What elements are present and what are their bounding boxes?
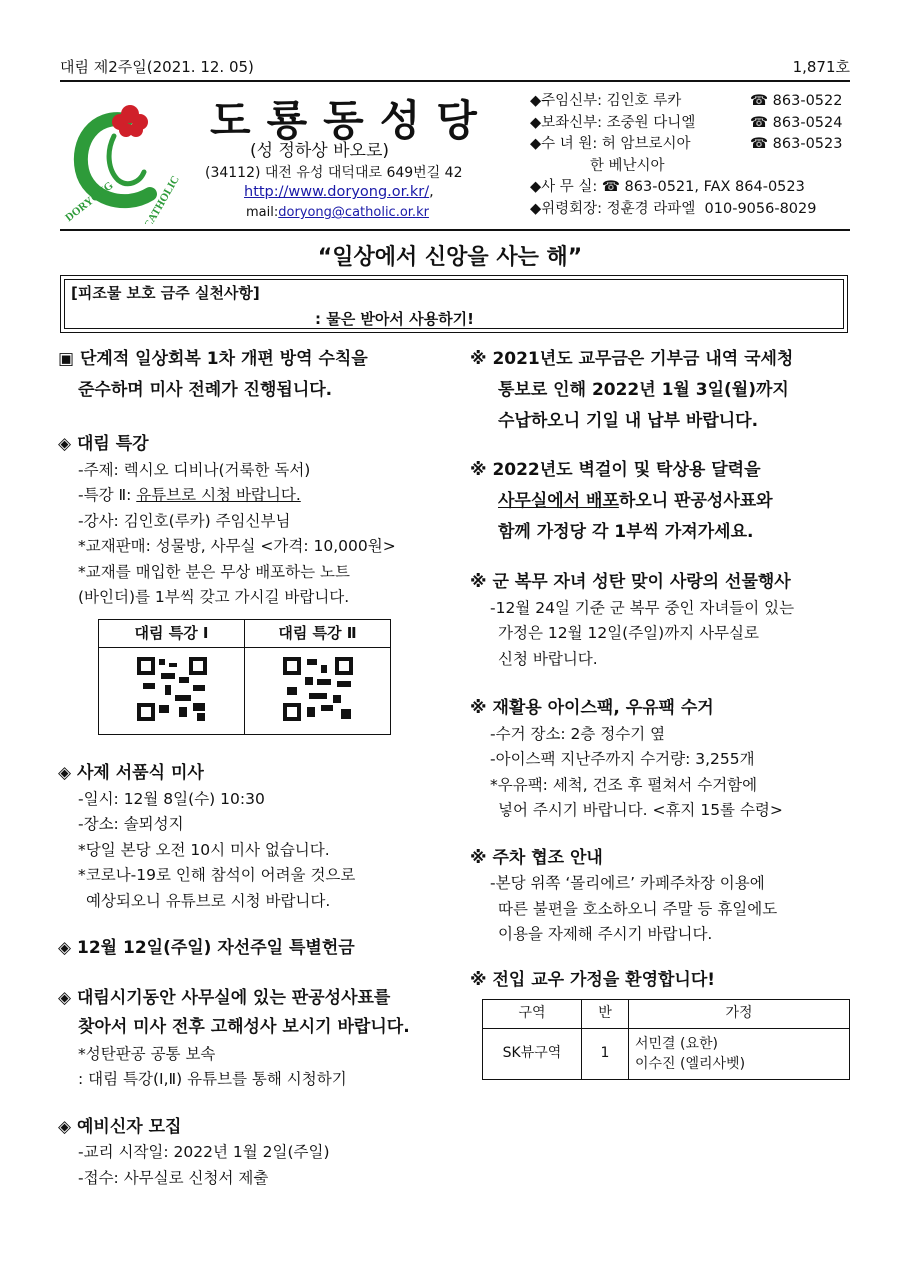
- text-line: -접수: 사무실로 신청서 제출: [78, 1168, 269, 1187]
- church-logo: [54, 92, 184, 224]
- website-line: [244, 184, 434, 200]
- ban-cell: 1: [582, 1028, 629, 1079]
- church-name: 도룡동성당: [210, 96, 493, 145]
- text-line: : 대림 특강(Ⅰ,Ⅱ) 유튜브를 통해 시청하기: [78, 1070, 347, 1088]
- section-welcome: ※ 전입 교우 가정을 환영합니다!: [470, 969, 716, 990]
- staff-role: ◆주임신부: 김인호 루카: [530, 93, 682, 109]
- text-line: *교재를 매입한 분은 무상 배포하는 노트: [78, 562, 350, 581]
- notice-body: : 물은 받아서 사용하기!: [315, 310, 474, 328]
- col-header: 구역: [483, 1000, 582, 1029]
- text-line: -아이스팩 지난주까지 수거량: 3,255개: [490, 750, 755, 768]
- text-line: ※ 2021년도 교무금은 기부금 내역 국세청: [470, 349, 794, 369]
- text-line: ※ 2022년도 벽걸이 및 탁상용 달력을: [470, 460, 761, 480]
- text-line: 찾아서 미사 전후 고해성사 보시기 바랍니다.: [78, 1016, 410, 1037]
- text-line: *우유팩: 세척, 건조 후 펼쳐서 수거함에: [490, 775, 758, 794]
- staff-row: [530, 91, 860, 113]
- text-line: -교리 시작일: 2022년 1월 2일(주일): [78, 1143, 330, 1161]
- text-line: [470, 486, 860, 517]
- qr-label: 대림 특강 Ⅱ: [245, 619, 391, 648]
- yearly-motto: “일상에서 신앙을 사는 해”: [317, 245, 583, 270]
- text-line: -본당 위쪽 ‘몰리에르’ 카페주차장 이용에: [490, 874, 765, 892]
- staff-row: [530, 177, 860, 199]
- welcome-table: [482, 999, 850, 1080]
- section-confession: [58, 984, 448, 1042]
- right-column: [470, 344, 860, 1080]
- svg-text:DORYONG: DORYONG: [63, 179, 116, 224]
- text-line: *교재판매: 성물방, 사무실 <가격: 10,000원>: [78, 537, 396, 555]
- qr-code-icon[interactable]: [281, 655, 355, 723]
- text-line: (바인더)를 1부씩 갖고 가시길 바랍니다.: [78, 588, 350, 606]
- patron-saint: (성 정하상 바오로): [250, 141, 390, 161]
- text-line: 통보로 인해 2022년 1월 3일(월)까지: [498, 380, 789, 400]
- text-line: 이용을 자제해 주시기 바랍니다.: [498, 925, 713, 943]
- text-line: *당일 본당 오전 10시 미사 없습니다.: [78, 840, 330, 859]
- area-cell: SK뷰구역: [483, 1028, 582, 1079]
- announcement-quarantine: [58, 344, 448, 406]
- top-divider: [60, 80, 850, 82]
- staff-tel: ☎ 863-0523: [750, 136, 843, 152]
- section-recycling: ※ 재활용 아이스팩, 우유팩 수거: [470, 698, 714, 718]
- text-fragment: -특강 Ⅱ:: [78, 486, 137, 504]
- family-cell: [629, 1028, 850, 1079]
- text-line: 넣어 주시기 바랍니다. <휴지 15롤 수령>: [498, 801, 783, 819]
- section-military-gift: ※ 군 복무 자녀 성탄 맞이 사랑의 선물행사: [470, 572, 791, 592]
- staff-tel: ☎ 863-0522: [750, 93, 843, 109]
- text-line: 수납하오니 기일 내 납부 바랍니다.: [498, 411, 759, 431]
- section-ordination-mass: ◈ 사제 서품식 미사: [58, 763, 204, 783]
- qr-table: [98, 619, 391, 736]
- text-line: -수거 장소: 2층 정수기 옆: [490, 724, 666, 743]
- qr-code-icon[interactable]: [135, 655, 209, 723]
- text-line: -주제: 렉시오 디비나(거룩한 독서): [78, 460, 311, 479]
- qr-cell: [245, 648, 391, 735]
- qr-cell: [99, 648, 245, 735]
- text-line: 신청 바랍니다.: [498, 649, 598, 668]
- staff-list: [530, 91, 860, 220]
- text-line: 준수하며 미사 전례가 진행됩니다.: [78, 380, 333, 400]
- church-address: (34112) 대전 유성 대덕대로 649번길 42: [205, 165, 463, 181]
- staff-role: ◆위령회장: 정훈경 라파엘 010-9056-8029: [530, 200, 817, 217]
- text-line: *성탄판공 공통 보속: [78, 1044, 216, 1063]
- text-line: 가정은 12월 12일(주일)까지 사무실로: [498, 624, 759, 642]
- table-row: [483, 1028, 850, 1079]
- header-divider: [60, 229, 850, 231]
- notice-title: [피조물 보호 금주 실천사항]: [71, 284, 260, 302]
- staff-row: [530, 199, 860, 221]
- mail-line: [246, 205, 429, 220]
- staff-row: [530, 156, 860, 178]
- left-column: [58, 344, 448, 1191]
- staff-role: ◆보좌신부: 조중원 다니엘: [530, 114, 696, 131]
- staff-row: [530, 113, 860, 135]
- staff-role: ◆사 무 실: ☎ 863-0521, FAX 864-0523: [530, 179, 805, 195]
- text-fragment: 하오니 판공성사표와: [618, 491, 773, 511]
- text-line: ◈ 대림시기동안 사무실에 있는 판공성사표를: [58, 987, 391, 1008]
- text-line: [58, 483, 448, 509]
- text-line: 함께 가정당 각 1부씩 가져가세요.: [498, 522, 754, 542]
- mail-link[interactable]: doryong@catholic.or.kr: [278, 205, 429, 220]
- text-line: -장소: 솔뫼성지: [78, 815, 184, 833]
- website-suffix: ,: [429, 184, 434, 200]
- qr-label: 대림 특강 Ⅰ: [99, 619, 245, 648]
- svg-text:CATHOLIC: CATHOLIC: [141, 173, 182, 224]
- section-parking: ※ 주차 협조 안내: [470, 847, 603, 868]
- website-link[interactable]: http://www.doryong.or.kr/: [244, 184, 430, 200]
- notice-box: [60, 275, 848, 333]
- mail-label: mail:: [246, 205, 279, 220]
- section-charity-sunday: ◈ 12월 12일(주일) 자선주일 특별헌금: [58, 938, 355, 958]
- staff-row: [530, 134, 860, 156]
- staff-role: 한 베난시아: [530, 157, 665, 174]
- text-line: -강사: 김인호(루카) 주임신부님: [78, 511, 291, 530]
- issue-number: 1,871호: [792, 58, 850, 76]
- staff-role: ◆수 녀 원: 허 암브로시아: [530, 136, 691, 152]
- staff-tel: ☎ 863-0524: [750, 114, 843, 131]
- issue-date: 대림 제2주일(2021. 12. 05): [60, 58, 254, 76]
- section-advent-lecture: ◈ 대림 특강: [58, 434, 149, 454]
- text-line: -12월 24일 기준 군 복무 중인 자녀들이 있는: [490, 598, 795, 617]
- section-offering: [470, 344, 860, 437]
- col-header: 반: [582, 1000, 629, 1029]
- text-line: *코로나-19로 인해 참석이 어려울 것으로: [78, 866, 356, 884]
- section-catechumen: ◈ 예비신자 모집: [58, 1116, 182, 1137]
- col-header: 가정: [629, 1000, 850, 1029]
- section-calendar: [470, 455, 860, 548]
- text-line: 따른 불편을 호소하오니 주말 등 휴일에도: [498, 899, 778, 918]
- text-fragment: 사무실에서 배포: [498, 491, 619, 511]
- text-line: 예상되오니 유튜브로 시청 바랍니다.: [86, 891, 331, 910]
- issue-line: [60, 56, 850, 77]
- family-name: 이수진 (엘리사벳): [635, 1055, 746, 1072]
- text-line: ▣ 단계적 일상회복 1차 개편 방역 수칙을: [58, 349, 368, 369]
- text-line: -일시: 12월 8일(수) 10:30: [78, 789, 265, 808]
- family-name: 서민결 (요한): [635, 1035, 718, 1052]
- text-fragment: 유튜브로 시청 바랍니다.: [136, 486, 301, 504]
